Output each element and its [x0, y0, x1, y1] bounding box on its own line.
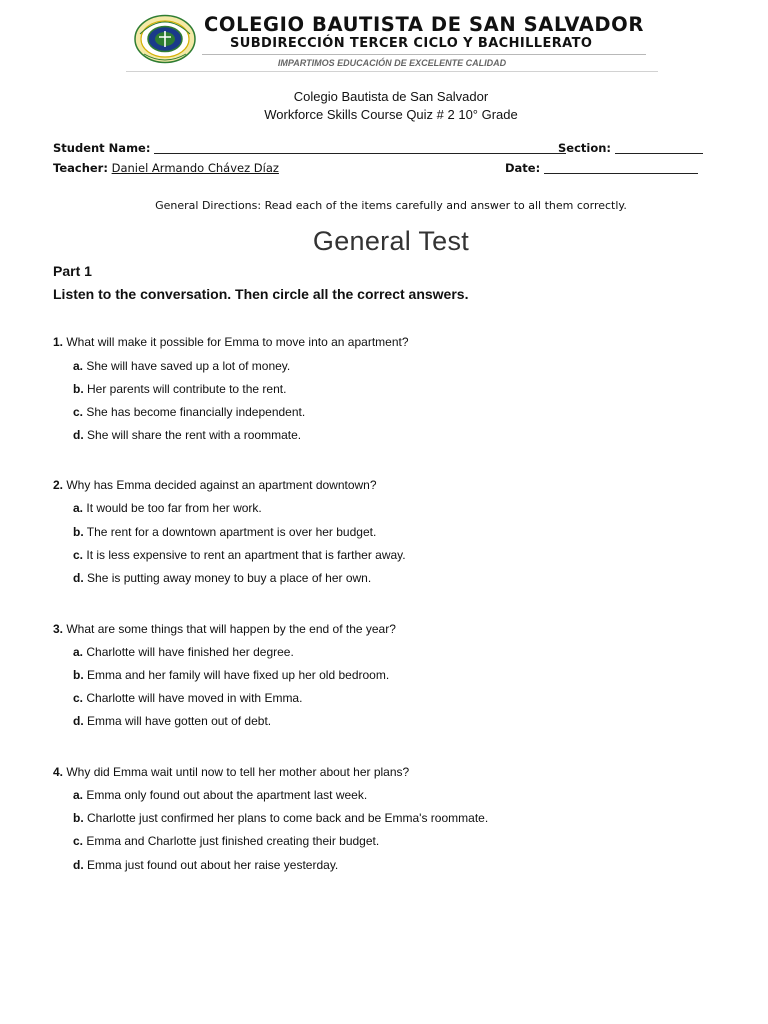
school-motto: IMPARTIMOS EDUCACIÓN DE EXCELENTE CALIDAD [277, 58, 507, 68]
question-1 [53, 335, 409, 349]
option-text: It would be too far from her work. [86, 501, 262, 515]
student-name-row [53, 141, 566, 155]
question-text: What are some things that will happen by the end of the year? [66, 622, 396, 636]
part-heading: Part 1 [53, 263, 92, 279]
student-name-label: Student Name: [53, 141, 151, 155]
option-text: It is less expensive to rent an apartment that is farther away. [86, 548, 406, 562]
question-text: What will make it possible for Emma to move into an apartment? [66, 335, 409, 349]
option-text: Charlotte just confirmed her plans to come back and be Emma's roommate. [87, 811, 489, 825]
question-number: 4. [53, 765, 64, 779]
question-number: 1. [53, 335, 64, 349]
option-4c[interactable] [73, 834, 379, 848]
option-letter: a. [73, 788, 84, 802]
option-letter: b. [73, 525, 84, 539]
date-row [505, 161, 698, 175]
question-3 [53, 622, 396, 636]
option-letter: a. [73, 501, 84, 515]
option-4d[interactable] [73, 858, 338, 872]
option-letter: b. [73, 811, 84, 825]
letterhead-divider [202, 54, 646, 55]
section-row [558, 141, 703, 155]
date-field[interactable] [544, 161, 698, 174]
directions-text: Read each of the items carefully and answer to all them correctly. [264, 199, 627, 212]
part-instructions: Listen to the conversation. Then circle all the correct answers. [53, 286, 469, 302]
option-3b[interactable] [73, 668, 389, 682]
school-seal-logo [134, 14, 196, 64]
teacher-row [53, 161, 279, 175]
test-title: General Test [312, 226, 470, 256]
option-letter: d. [73, 714, 84, 728]
option-text: Her parents will contribute to the rent. [87, 382, 287, 396]
teacher-name: Daniel Armando Chávez Díaz [111, 161, 279, 175]
option-text: She will share the rent with a roommate. [87, 428, 302, 442]
option-2a[interactable] [73, 501, 262, 515]
option-letter: a. [73, 359, 84, 373]
option-1b[interactable] [73, 382, 286, 396]
question-4 [53, 765, 409, 779]
section-label: Section: [558, 141, 612, 155]
option-letter: c. [73, 691, 84, 705]
option-text: Charlotte will have moved in with Emma. [86, 691, 303, 705]
letterhead [126, 8, 658, 72]
question-text: Why has Emma decided against an apartment downtown? [66, 478, 377, 492]
general-directions [0, 199, 768, 212]
option-2b[interactable] [73, 525, 376, 539]
option-text: Emma just found out about her raise yesterday. [87, 858, 339, 872]
document-title-school: Colegio Bautista de San Salvador [293, 89, 489, 104]
question-text: Why did Emma wait until now to tell her mother about her plans? [66, 765, 410, 779]
student-name-field[interactable] [154, 141, 566, 154]
option-letter: a. [73, 645, 84, 659]
option-text: She is putting away money to buy a place of her own. [87, 571, 372, 585]
option-text: Emma and Charlotte just finished creating their budget. [86, 834, 380, 848]
option-4a[interactable] [73, 788, 367, 802]
school-name: COLEGIO BAUTISTA DE SAN SALVADOR [204, 13, 644, 36]
header-bottom-rule [126, 71, 658, 72]
option-2c[interactable] [73, 548, 406, 562]
option-text: Emma only found out about the apartment last week. [86, 788, 368, 802]
teacher-label: Teacher: [53, 161, 108, 175]
option-text: Emma and her family will have fixed up her old bedroom. [87, 668, 390, 682]
question-number: 2. [53, 478, 64, 492]
option-text: Emma will have gotten out of debt. [87, 714, 272, 728]
option-text: She will have saved up a lot of money. [86, 359, 291, 373]
option-letter: c. [73, 834, 84, 848]
document-title-quiz: Workforce Skills Course Quiz # 2 10° Grade [264, 107, 518, 122]
option-2d[interactable] [73, 571, 371, 585]
option-4b[interactable] [73, 811, 488, 825]
section-field[interactable] [615, 141, 703, 154]
option-3a[interactable] [73, 645, 294, 659]
option-1c[interactable] [73, 405, 305, 419]
option-3c[interactable] [73, 691, 302, 705]
directions-label: General Directions: [155, 199, 262, 212]
option-letter: d. [73, 571, 84, 585]
option-text: The rent for a downtown apartment is over her budget. [86, 525, 377, 539]
question-2 [53, 478, 377, 492]
option-letter: d. [73, 858, 84, 872]
option-1d[interactable] [73, 428, 301, 442]
option-letter: d. [73, 428, 84, 442]
option-letter: c. [73, 548, 84, 562]
question-number: 3. [53, 622, 64, 636]
option-letter: b. [73, 668, 84, 682]
option-letter: c. [73, 405, 84, 419]
option-text: Charlotte will have finished her degree. [86, 645, 294, 659]
option-letter: b. [73, 382, 84, 396]
subdirection-name: SUBDIRECCIÓN TERCER CICLO Y BACHILLERATO [230, 36, 593, 51]
option-text: She has become financially independent. [86, 405, 306, 419]
date-label: Date: [505, 161, 541, 175]
option-3d[interactable] [73, 714, 271, 728]
option-1a[interactable] [73, 359, 290, 373]
